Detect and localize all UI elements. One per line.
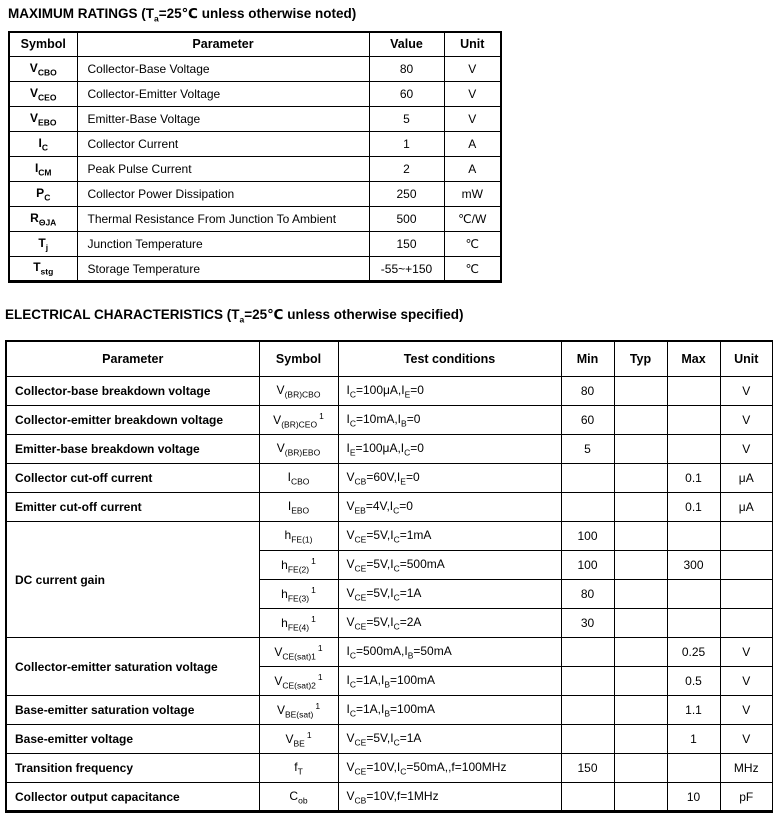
value-cell: 60 (369, 82, 444, 107)
typ-cell (614, 609, 667, 638)
parameter-cell: Emitter cut-off current (6, 493, 259, 522)
table-row (6, 638, 773, 667)
typ-cell (614, 406, 667, 435)
header-parameter: Parameter (77, 32, 369, 57)
conditions-cell: $V_{CE}=5V,I_C=1mA$ (338, 522, 561, 551)
symbol-cell: $h_{FE(4)}^1$ (259, 609, 338, 638)
table-header-row (6, 341, 773, 377)
header-symbol: Symbol (9, 32, 77, 57)
max-cell (667, 406, 720, 435)
table-header-row (9, 32, 501, 57)
parameter-cell: Base-emitter saturation voltage (6, 696, 259, 725)
parameter-cell: Transition frequency (6, 754, 259, 783)
parameter-cell: Storage Temperature (77, 257, 369, 282)
typ-cell (614, 551, 667, 580)
table-row (9, 257, 501, 282)
min-cell (561, 464, 614, 493)
header-symbol: Symbol (259, 341, 338, 377)
table-row (6, 522, 773, 551)
table-row (9, 182, 501, 207)
table-row (6, 464, 773, 493)
max-cell (667, 609, 720, 638)
unit-cell: V (720, 667, 773, 696)
parameter-cell: Collector Current (77, 132, 369, 157)
symbol-cell: $V_{(BR)CBO}$ (259, 377, 338, 406)
symbol-cell: $C_{ob}$ (259, 783, 338, 812)
min-cell: 60 (561, 406, 614, 435)
min-cell (561, 667, 614, 696)
symbol-cell: $h_{FE(1)}$ (259, 522, 338, 551)
unit-cell: μA (720, 464, 773, 493)
parameter-cell: Junction Temperature (77, 232, 369, 257)
symbol-cell: $I_{CBO}$ (259, 464, 338, 493)
symbol-cell: $V_{CE(sat)2}^1$ (259, 667, 338, 696)
unit-cell (720, 522, 773, 551)
max-cell: 0.5 (667, 667, 720, 696)
min-cell: 150 (561, 754, 614, 783)
typ-cell (614, 667, 667, 696)
typ-cell (614, 696, 667, 725)
max-ratings-title: MAXIMUM RATINGS ($T_a=25℃$ unless otherwise noted) (8, 6, 357, 24)
max-cell (667, 377, 720, 406)
value-cell: 150 (369, 232, 444, 257)
symbol-cell: $V_{BE(sat)}^1$ (259, 696, 338, 725)
table-row (9, 132, 501, 157)
conditions-cell: $I_E=100\mu A,I_C=0$ (338, 435, 561, 464)
table-row (6, 435, 773, 464)
unit-cell: ℃ (444, 257, 501, 282)
min-cell (561, 783, 614, 812)
unit-cell: V (720, 638, 773, 667)
table-row (9, 57, 501, 82)
parameter-cell: DC current gain (6, 522, 259, 638)
conditions-cell: $V_{CE}=5V,I_C=2A$ (338, 609, 561, 638)
value-cell: 500 (369, 207, 444, 232)
unit-cell: ℃ (444, 232, 501, 257)
unit-cell: V (720, 725, 773, 754)
conditions-cell: $V_{CB}=10V,f=1MHz$ (338, 783, 561, 812)
table-row (9, 82, 501, 107)
max-cell (667, 754, 720, 783)
min-cell: 80 (561, 377, 614, 406)
conditions-cell: $V_{EB}=4V,I_C=0$ (338, 493, 561, 522)
parameter-cell: Base-emitter voltage (6, 725, 259, 754)
symbol-cell: $V_{CBO}$ (9, 57, 77, 82)
min-cell (561, 696, 614, 725)
unit-cell: V (720, 377, 773, 406)
unit-cell: V (720, 696, 773, 725)
max-cell: 0.25 (667, 638, 720, 667)
parameter-cell: Collector output capacitance (6, 783, 259, 812)
symbol-cell: $V_{EBO}$ (9, 107, 77, 132)
typ-cell (614, 522, 667, 551)
conditions-cell: $I_C=1A,I_B=100mA$ (338, 696, 561, 725)
unit-cell: V (720, 435, 773, 464)
typ-cell (614, 725, 667, 754)
header-typ: Typ (614, 341, 667, 377)
conditions-cell: $V_{CE}=5V,I_C=1A$ (338, 580, 561, 609)
symbol-cell: $f_T$ (259, 754, 338, 783)
electrical-characteristics-table (5, 340, 773, 813)
value-cell: 5 (369, 107, 444, 132)
typ-cell (614, 493, 667, 522)
header-value: Value (369, 32, 444, 57)
table-row (9, 232, 501, 257)
unit-cell: mW (444, 182, 501, 207)
symbol-cell: $T_j$ (9, 232, 77, 257)
parameter-cell: Collector-Emitter Voltage (77, 82, 369, 107)
symbol-cell: $h_{FE(2)}^1$ (259, 551, 338, 580)
max-cell (667, 522, 720, 551)
conditions-cell: $V_{CB}=60V,I_E=0$ (338, 464, 561, 493)
symbol-cell: $h_{FE(3)}^1$ (259, 580, 338, 609)
parameter-cell: Emitter-Base Voltage (77, 107, 369, 132)
conditions-cell: $I_C=500mA,I_B=50mA$ (338, 638, 561, 667)
electrical-characteristics-title: ELECTRICAL CHARACTERISTICS ($T_a=25℃$ unless otherwise specified) (5, 307, 464, 325)
min-cell (561, 493, 614, 522)
conditions-cell: $V_{CE}=5V,I_C=1A$ (338, 725, 561, 754)
symbol-cell: $V_{(BR)CEO}^1$ (259, 406, 338, 435)
header-min: Min (561, 341, 614, 377)
parameter-cell: Collector-emitter breakdown voltage (6, 406, 259, 435)
conditions-cell: $I_C=1A,I_B=100mA$ (338, 667, 561, 696)
symbol-cell: $I_{EBO}$ (259, 493, 338, 522)
value-cell: 80 (369, 57, 444, 82)
table-row (9, 207, 501, 232)
symbol-cell: $P_C$ (9, 182, 77, 207)
header-parameter: Parameter (6, 341, 259, 377)
typ-cell (614, 638, 667, 667)
conditions-cell: $V_{CE}=10V,I_C=50mA,,f=100MHz$ (338, 754, 561, 783)
value-cell: -55~+150 (369, 257, 444, 282)
unit-cell (720, 580, 773, 609)
header-test-conditions: Test conditions (338, 341, 561, 377)
value-cell: 1 (369, 132, 444, 157)
typ-cell (614, 464, 667, 493)
conditions-cell: $I_C=10mA,I_B=0$ (338, 406, 561, 435)
unit-cell: A (444, 132, 501, 157)
header-max: Max (667, 341, 720, 377)
value-cell: 2 (369, 157, 444, 182)
parameter-cell: Collector cut-off current (6, 464, 259, 493)
typ-cell (614, 754, 667, 783)
typ-cell (614, 377, 667, 406)
symbol-cell: $V_{CE(sat)1}^1$ (259, 638, 338, 667)
min-cell: 30 (561, 609, 614, 638)
max-cell (667, 435, 720, 464)
min-cell (561, 725, 614, 754)
unit-cell: μA (720, 493, 773, 522)
parameter-cell: Thermal Resistance From Junction To Ambient (77, 207, 369, 232)
table-row (9, 107, 501, 132)
unit-cell: V (444, 107, 501, 132)
symbol-cell: $V_{BE}^1$ (259, 725, 338, 754)
symbol-cell: $V_{(BR)EBO}$ (259, 435, 338, 464)
parameter-cell: Collector Power Dissipation (77, 182, 369, 207)
typ-cell (614, 580, 667, 609)
unit-cell: ℃/W (444, 207, 501, 232)
min-cell: 80 (561, 580, 614, 609)
max-cell: 300 (667, 551, 720, 580)
typ-cell (614, 435, 667, 464)
unit-cell: V (720, 406, 773, 435)
table-row (9, 157, 501, 182)
parameter-cell: Collector-Base Voltage (77, 57, 369, 82)
symbol-cell: $V_{CEO}$ (9, 82, 77, 107)
symbol-cell: $I_{CM}$ (9, 157, 77, 182)
header-unit: Unit (444, 32, 501, 57)
max-cell: 1.1 (667, 696, 720, 725)
unit-cell: pF (720, 783, 773, 812)
min-cell (561, 638, 614, 667)
max-cell: 10 (667, 783, 720, 812)
symbol-cell: $I_C$ (9, 132, 77, 157)
unit-cell: V (444, 82, 501, 107)
table-row (6, 377, 773, 406)
conditions-cell: $V_{CE}=5V,I_C=500mA$ (338, 551, 561, 580)
symbol-cell: $R_{\Theta JA}$ (9, 207, 77, 232)
unit-cell: V (444, 57, 501, 82)
typ-cell (614, 783, 667, 812)
min-cell: 100 (561, 551, 614, 580)
value-cell: 250 (369, 182, 444, 207)
unit-cell (720, 609, 773, 638)
max-cell: 1 (667, 725, 720, 754)
table-row (6, 406, 773, 435)
table-row (6, 754, 773, 783)
max-cell: 0.1 (667, 493, 720, 522)
header-unit: Unit (720, 341, 773, 377)
parameter-cell: Collector-base breakdown voltage (6, 377, 259, 406)
min-cell: 5 (561, 435, 614, 464)
max-cell: 0.1 (667, 464, 720, 493)
unit-cell: MHz (720, 754, 773, 783)
table-row (6, 783, 773, 812)
parameter-cell: Peak Pulse Current (77, 157, 369, 182)
table-row (6, 725, 773, 754)
table-row (6, 696, 773, 725)
unit-cell (720, 551, 773, 580)
parameter-cell: Emitter-base breakdown voltage (6, 435, 259, 464)
max-ratings-table (8, 31, 502, 284)
conditions-cell: $I_C=100\mu A,I_E=0$ (338, 377, 561, 406)
min-cell: 100 (561, 522, 614, 551)
max-cell (667, 580, 720, 609)
symbol-cell: $T_{stg}$ (9, 257, 77, 282)
unit-cell: A (444, 157, 501, 182)
table-row (6, 493, 773, 522)
parameter-cell: Collector-emitter saturation voltage (6, 638, 259, 696)
